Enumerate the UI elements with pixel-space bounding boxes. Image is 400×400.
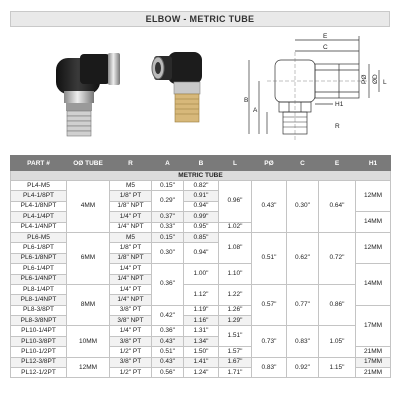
- thread-r: 3/8" PT: [110, 336, 152, 346]
- dim-a: 0.37": [152, 212, 184, 222]
- dim-l: 1.02": [219, 222, 252, 232]
- tube-size: 6MM: [67, 232, 110, 284]
- dim-b: 1.12": [184, 284, 219, 305]
- dim-c: 0.62": [287, 232, 319, 284]
- table-subheader-row: [11, 171, 391, 181]
- dim-e: 0.72": [319, 232, 356, 284]
- fitting-photo-side: [28, 36, 128, 146]
- thread-r: 1/2" PT: [110, 347, 152, 357]
- thread-r: M5: [110, 232, 152, 242]
- dim-a: 0.36": [152, 326, 184, 336]
- thread-r: M5: [110, 181, 152, 191]
- dim-b: 0.94": [184, 243, 219, 264]
- dim-b: 0.95": [184, 222, 219, 232]
- dim-l: 1.26": [219, 305, 252, 315]
- technical-drawing: [237, 32, 395, 150]
- dim-b: 0.99": [184, 212, 219, 222]
- table-row: [11, 232, 391, 242]
- col-header: R: [110, 156, 152, 171]
- dim-label-b: B: [244, 97, 249, 104]
- dim-e: 1.05": [319, 326, 356, 357]
- dim-label-e: E: [323, 33, 328, 40]
- dim-h1: 14MM: [356, 212, 391, 233]
- dim-b: 1.00": [184, 264, 219, 285]
- part-number: PL6-1/4NPT: [11, 274, 67, 284]
- dim-a: 0.15": [152, 181, 184, 191]
- thread-r: 3/8" PT: [110, 305, 152, 315]
- dim-c: 0.77": [287, 284, 319, 326]
- part-number: PL8-3/8NPT: [11, 316, 67, 326]
- dim-label-r: R: [335, 123, 340, 130]
- dim-a: 0.29": [152, 191, 184, 212]
- dim-a: 0.30": [152, 243, 184, 264]
- thread-r: 1/2" PT: [110, 368, 152, 378]
- table-row: [11, 284, 391, 294]
- thread-r: 1/4" PT: [110, 264, 152, 274]
- part-number: PL8-1/4NPT: [11, 295, 67, 305]
- thread-r: 1/4" NPT: [110, 222, 152, 232]
- dim-p: 0.73": [252, 326, 287, 357]
- fitting-photo-angle: [148, 38, 228, 130]
- thread-r: 1/4" PT: [110, 284, 152, 294]
- dim-a: 0.43": [152, 357, 184, 367]
- dim-p: 0.83": [252, 357, 287, 378]
- table-row: [11, 181, 391, 191]
- col-header: C: [287, 156, 319, 171]
- thread-r: 1/8" PT: [110, 191, 152, 201]
- col-header: A: [152, 156, 184, 171]
- dim-label-c: C: [323, 44, 328, 51]
- dim-l: 1.51": [219, 326, 252, 347]
- table-subheader: METRIC TUBE: [11, 171, 391, 181]
- thread-r: 1/8" NPT: [110, 253, 152, 263]
- thread-r: 3/8" NPT: [110, 316, 152, 326]
- tube-size: 10MM: [67, 326, 110, 357]
- dim-e: 0.64": [319, 181, 356, 233]
- tube-size: 8MM: [67, 284, 110, 326]
- dim-p: 0.43": [252, 181, 287, 233]
- part-number: PL12-1/2PT: [11, 368, 67, 378]
- page-title: ELBOW - METRIC TUBE: [10, 11, 390, 27]
- part-number: PL4-1/8PT: [11, 191, 67, 201]
- dim-h1: 12MM: [356, 181, 391, 212]
- dim-h1: 21MM: [356, 368, 391, 378]
- part-number: PL6-M5: [11, 232, 67, 242]
- dim-b: 1.16": [184, 316, 219, 326]
- table-row: [11, 326, 391, 336]
- dim-b: 1.24": [184, 368, 219, 378]
- thread-r: 1/8" PT: [110, 243, 152, 253]
- col-header: L: [219, 156, 252, 171]
- dim-h1: 14MM: [356, 264, 391, 306]
- dim-l: 1.08": [219, 232, 252, 263]
- dim-h1: 17MM: [356, 305, 391, 347]
- dim-l: 1.22": [219, 284, 252, 305]
- table-row: [11, 357, 391, 367]
- part-number: PL4-1/8NPT: [11, 201, 67, 211]
- dim-b: 1.41": [184, 357, 219, 367]
- dim-e: 1.15": [319, 357, 356, 378]
- spec-table: [10, 155, 391, 378]
- dim-l: 1.10": [219, 264, 252, 285]
- tube-size: 4MM: [67, 181, 110, 233]
- dim-label-p: PØ: [361, 74, 368, 84]
- dim-a: 0.56": [152, 368, 184, 378]
- part-number: PL6-1/8NPT: [11, 253, 67, 263]
- dim-b: 1.34": [184, 336, 219, 346]
- col-header: H1: [356, 156, 391, 171]
- col-header: PØ: [252, 156, 287, 171]
- part-number: PL10-1/2PT: [11, 347, 67, 357]
- dim-h1: 17MM: [356, 357, 391, 367]
- dim-a: 0.43": [152, 336, 184, 346]
- dim-l: 1.57": [219, 347, 252, 357]
- dim-l: 1.71": [219, 368, 252, 378]
- dim-b: 1.50": [184, 347, 219, 357]
- dim-h1: 21MM: [356, 347, 391, 357]
- dim-a: 0.33": [152, 222, 184, 232]
- dim-label-l: L: [383, 79, 387, 86]
- dim-a: 0.15": [152, 232, 184, 242]
- table-header-row: [11, 156, 391, 171]
- dim-a: 0.42": [152, 305, 184, 326]
- thread-r: 1/4" PT: [110, 212, 152, 222]
- dim-label-a: A: [253, 107, 258, 114]
- dim-c: 0.92": [287, 357, 319, 378]
- part-number: PL4-M5: [11, 181, 67, 191]
- part-number: PL4-1/4PT: [11, 212, 67, 222]
- part-number: PL6-1/8PT: [11, 243, 67, 253]
- dim-c: 0.30": [287, 181, 319, 233]
- thread-r: 1/4" NPT: [110, 295, 152, 305]
- dim-b: 0.91": [184, 191, 219, 201]
- thread-r: 1/8" NPT: [110, 201, 152, 211]
- dim-e: 0.86": [319, 284, 356, 326]
- part-number: PL12-3/8PT: [11, 357, 67, 367]
- dim-b: 1.19": [184, 305, 219, 315]
- dim-p: 0.57": [252, 284, 287, 326]
- dim-l: 1.67": [219, 357, 252, 367]
- dim-p: 0.51": [252, 232, 287, 284]
- dim-c: 0.83": [287, 326, 319, 357]
- dim-b: 0.82": [184, 181, 219, 191]
- col-header: E: [319, 156, 356, 171]
- col-header: PART #: [11, 156, 67, 171]
- col-header: B: [184, 156, 219, 171]
- dim-b: 0.94": [184, 201, 219, 211]
- dim-l: 1.29": [219, 316, 252, 326]
- part-number: PL8-3/8PT: [11, 305, 67, 315]
- part-number: PL8-1/4PT: [11, 284, 67, 294]
- dim-h1: 12MM: [356, 232, 391, 263]
- dim-label-d: ØD: [372, 74, 379, 84]
- dim-l: 0.96": [219, 181, 252, 223]
- part-number: PL10-3/8PT: [11, 336, 67, 346]
- part-number: PL6-1/4PT: [11, 264, 67, 274]
- dim-a: 0.51": [152, 347, 184, 357]
- part-number: PL4-1/4NPT: [11, 222, 67, 232]
- thread-r: 3/8" PT: [110, 357, 152, 367]
- dim-label-h1: H1: [335, 101, 344, 108]
- thread-r: 1/4" PT: [110, 326, 152, 336]
- col-header: OØ TUBE: [67, 156, 110, 171]
- dim-b: 0.85": [184, 232, 219, 242]
- dim-a: 0.36": [152, 264, 184, 306]
- part-number: PL10-1/4PT: [11, 326, 67, 336]
- tube-size: 12MM: [67, 357, 110, 378]
- dim-b: 1.31": [184, 326, 219, 336]
- thread-r: 1/4" NPT: [110, 274, 152, 284]
